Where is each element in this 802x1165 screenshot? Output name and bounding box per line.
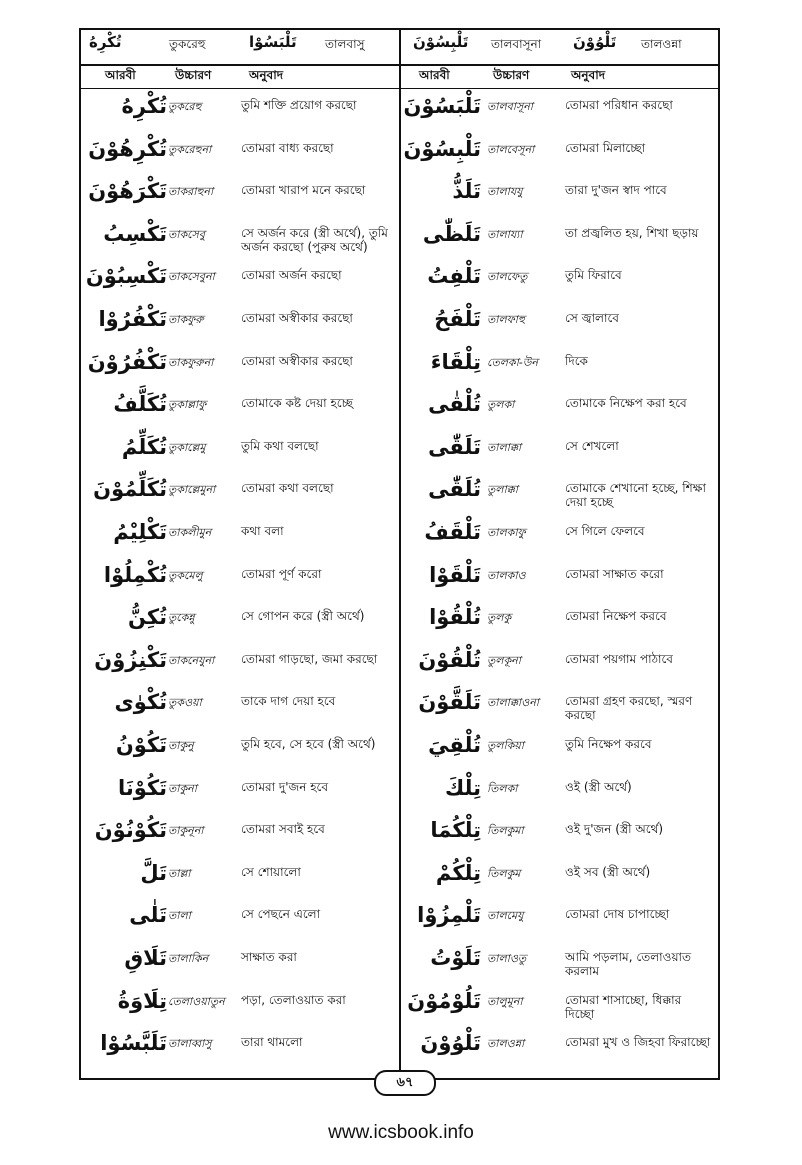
- pronunciation: তালায্যা: [487, 227, 523, 241]
- dictionary-table: [79, 28, 720, 1080]
- header-right-pron-2: তালওন্না: [641, 37, 682, 51]
- translation: তোমরা দোষ চাপাচ্ছো: [565, 907, 670, 922]
- pronunciation: তুকরেহু: [168, 100, 202, 113]
- pronunciation: তুলকূনা: [487, 653, 521, 667]
- translation: তারা থামলো: [241, 1035, 303, 1050]
- arabic-word: تَلَوْتُ: [430, 946, 481, 970]
- arabic-word: تَكُوْنَا: [117, 775, 167, 800]
- translation: তুমি কথা বলছো: [241, 438, 319, 453]
- arabic-word: تُكْمِلُوْا: [103, 562, 167, 587]
- page-number: ৬৭: [374, 1070, 436, 1096]
- arabic-word: تَلَبَّسُوْا: [100, 1031, 167, 1056]
- translation: ওই সব (স্ত্রী অর্থে): [565, 864, 651, 879]
- pronunciation: তেলকা-উন: [487, 355, 538, 369]
- pronunciation: তুলকা: [487, 398, 515, 412]
- arabic-word: تَكْنِزُوْنَ: [94, 647, 167, 672]
- arabic-word: تُلْقِيَ: [428, 733, 481, 757]
- arabic-word: تَكْلِيْمُ: [113, 520, 167, 544]
- pronunciation: তালবেসূনা: [487, 142, 535, 156]
- translation: তোমরা পূর্ণ করো: [241, 566, 322, 581]
- translation: তা প্রজ্বলিত হয়, শিখা ছড়ায়: [565, 225, 699, 240]
- header-right-arabic-2: تَلْوُوْنَ: [573, 33, 617, 51]
- translation: তুমি নিক্ষেপ করবে: [565, 737, 652, 751]
- translation: সে পেছনে এলো: [241, 907, 321, 922]
- header-left-arabic-1: تُكْرِهُ: [89, 33, 122, 51]
- arabic-word: تِلْكَ: [444, 775, 481, 800]
- pronunciation: তুকওয়া: [168, 696, 202, 710]
- col-header-pron-right: উচ্চারণ: [493, 68, 530, 82]
- pronunciation: তালাকিন: [168, 952, 209, 965]
- col-header-trans-right: অনুবাদ: [571, 68, 606, 82]
- header-left-arabic-2: تَلْبَسُوْا: [249, 33, 297, 51]
- pronunciation: তালুমূনা: [487, 994, 523, 1008]
- arabic-word: تِلْكُمَا: [430, 818, 481, 843]
- pronunciation: তালফেতু: [487, 270, 528, 284]
- pronunciation: তাকসেবুনা: [168, 270, 215, 284]
- arabic-word: تُكْرِهُوْنَ: [88, 136, 167, 161]
- pronunciation: তাকরাহুনা: [168, 185, 214, 199]
- arabic-word: تُكِنُّ: [128, 605, 167, 630]
- arabic-word: تَكْسِبُ: [103, 221, 167, 246]
- translation: তোমরা গ্রহণ করছো, স্মরণ করছো: [565, 694, 693, 723]
- translation: তোমরা শাসাচ্ছো, ধিক্কার দিচ্ছো: [565, 992, 682, 1021]
- pronunciation: তালফাহু: [487, 313, 525, 326]
- arabic-word: تُلْقُوْا: [429, 605, 481, 630]
- arabic-word: تَلْفِتُ: [427, 264, 481, 289]
- pronunciation: তাল্লা: [168, 866, 191, 880]
- translation: ওই দু'জন (স্ত্রী অর্থে): [565, 822, 664, 837]
- translation: তোমরা দু'জন হবে: [241, 779, 329, 794]
- pronunciation: তাকনেযুনা: [168, 653, 215, 667]
- translation: তুমি হবে, সে হবে (স্ত্রী অর্থে): [241, 737, 376, 751]
- arabic-word: تَلَظّٰى: [422, 221, 481, 246]
- translation: তোমরা পয়গাম পাঠাবে: [565, 651, 673, 666]
- pronunciation: তাকফুরু: [168, 313, 204, 326]
- pronunciation: তালকাও: [487, 568, 526, 582]
- header-right-arabic-1: تَلْبِسُوْنَ: [413, 33, 469, 51]
- pronunciation: তালাওতু: [487, 952, 527, 965]
- translation: সে শোয়ালো: [241, 864, 301, 879]
- arabic-word: تَلُوْمُوْنَ: [407, 988, 481, 1013]
- translation: সে জ্বালাবে: [565, 311, 619, 325]
- arabic-word: تُكْرِهُ: [121, 94, 167, 118]
- col-header-trans-left: অনুবাদ: [249, 68, 284, 82]
- translation: তোমরা বাধ্য করছো: [241, 140, 334, 155]
- arabic-word: تُكَلِّمُوْنَ: [93, 477, 167, 502]
- translation: তোমাকে কষ্ট দেয়া হচ্ছে: [241, 396, 353, 411]
- arabic-word: تَلْمِزُوْا: [417, 903, 481, 928]
- pronunciation: তুকাল্লেমু: [168, 440, 206, 454]
- translation: তুমি শক্তি প্রয়োগ করছো: [241, 98, 357, 112]
- translation: তোমরা অর্জন করছো: [241, 268, 342, 283]
- arabic-word: تَكْسِبُوْنَ: [85, 264, 167, 289]
- arabic-word: تَلْوُوْنَ: [420, 1031, 481, 1056]
- arabic-word: تَلْفَحُ: [434, 307, 481, 331]
- header-right-pron-1: তালবাসূনা: [491, 37, 542, 51]
- pronunciation: তালা: [168, 909, 191, 923]
- pronunciation: তুকেন্নু: [168, 611, 195, 625]
- arabic-word: تَلَقَّوْنَ: [418, 690, 481, 715]
- pronunciation: তাকফুরুনা: [168, 355, 214, 369]
- header-left-pron-1: তুকরেহু: [169, 37, 206, 51]
- arabic-word: تَلٰى: [129, 903, 167, 928]
- translation: তোমরা পরিধান করছো: [565, 98, 673, 112]
- footer-website: www.icsbook.info: [328, 1122, 474, 1143]
- arabic-word: تِلَاوَةُ: [117, 988, 167, 1013]
- translation: তুমি ফিরাবে: [565, 268, 622, 283]
- arabic-word: تُلْقٰى: [428, 392, 481, 417]
- translation: তারা দু'জন স্বাদ পাবে: [565, 183, 667, 198]
- right-column: [401, 90, 717, 1078]
- arabic-word: تِلْكُمْ: [435, 860, 481, 885]
- arabic-word: تَلْبِسُوْنَ: [403, 136, 481, 161]
- arabic-word: تَلْبَسُوْنَ: [403, 94, 481, 118]
- translation: সাক্ষাত করা: [241, 950, 297, 964]
- translation: তোমরা কথা বলছো: [241, 481, 334, 496]
- translation: ওই (স্ত্রী অর্থে): [565, 779, 632, 794]
- translation: তোমরা অস্বীকার করছো: [241, 353, 353, 368]
- pronunciation: তুলকিয়া: [487, 739, 524, 752]
- translation: পড়া, তেলাওয়াত করা: [241, 992, 346, 1007]
- translation: তোমরা নিক্ষেপ করবে: [565, 609, 667, 624]
- arabic-word: تَكْفُرُوْنَ: [87, 349, 167, 374]
- pronunciation: তিলকুমা: [487, 824, 524, 838]
- pronunciation: তাকুনা: [168, 781, 197, 795]
- header-left-pron-2: তালবাসু: [325, 37, 365, 51]
- translation: তোমরা মুখ ও জিহবা ফিরাচ্ছো: [565, 1035, 711, 1050]
- translation: তাকে দাগ দেয়া হবে: [241, 694, 336, 709]
- translation: তোমরা খারাপ মনে করছো: [241, 183, 366, 198]
- translation: তোমাকে নিক্ষেপ করা হবে: [565, 396, 687, 411]
- pronunciation: তালবাসূনা: [487, 100, 533, 113]
- pronunciation: তালমেযু: [487, 909, 524, 923]
- pronunciation: তাকসেবু: [168, 227, 205, 241]
- translation: তোমরা অস্বীকার করছো: [241, 311, 353, 325]
- pronunciation: তালাক্কাওনা: [487, 696, 539, 710]
- pronunciation: তুকরেহুনা: [168, 142, 212, 156]
- pronunciation: তুকাল্লাফু: [168, 398, 207, 412]
- pronunciation: তুকাল্লেমুনা: [168, 483, 216, 497]
- arabic-word: تِلْقَاءَ: [430, 349, 481, 374]
- arabic-word: تَلْقَفُ: [424, 520, 481, 544]
- arabic-word: تَلَاقِ: [124, 946, 167, 970]
- translation: সে অর্জন করে (স্ত্রী অর্থে), তুমি অর্জন করছো (পুরুষ অর্থে): [241, 225, 388, 254]
- pronunciation: তিলকা: [487, 781, 518, 795]
- translation: তোমরা সাক্ষাত করো: [565, 566, 664, 581]
- left-column: [81, 90, 397, 1078]
- pronunciation: তালওন্না: [487, 1037, 525, 1051]
- translation: তোমাকে শেখানো হচ্ছে, শিক্ষা দেয়া হচ্ছে: [565, 481, 706, 510]
- pronunciation: তাকুনূনা: [168, 824, 204, 838]
- arabic-word: تَكْرَهُوْنَ: [88, 179, 167, 204]
- pronunciation: তালাযযু: [487, 185, 523, 199]
- arabic-word: تُكَلِّمُ: [121, 434, 167, 459]
- pronunciation: তেলাওয়াতুন: [168, 994, 225, 1008]
- pronunciation: তুলাক্কা: [487, 483, 518, 497]
- arabic-word: تُكْوٰى: [114, 690, 167, 715]
- arabic-word: تَلَّ: [140, 860, 167, 885]
- pronunciation: তুলকু: [487, 611, 512, 625]
- arabic-word: تَكْفُرُوْا: [98, 307, 167, 331]
- pronunciation: তাকলীমুন: [168, 526, 212, 539]
- translation: সে গোপন করে (স্ত্রী অর্থে): [241, 609, 365, 624]
- col-header-pron-left: উচ্চারণ: [175, 68, 212, 82]
- pronunciation: তিলকুম: [487, 866, 521, 880]
- translation: তোমরা গাড়ছো, জমা করছো: [241, 651, 378, 666]
- pronunciation: তাকুনু: [168, 739, 194, 752]
- translation: তোমরা সবাই হবে: [241, 822, 325, 837]
- arabic-word: تَكُوْنُوْنَ: [94, 818, 167, 843]
- translation: আমি পড়লাম, তেলাওয়াত করলাম: [565, 950, 692, 978]
- arabic-word: تَكُوْنُ: [115, 733, 167, 757]
- arabic-word: تَلْقَوْا: [429, 562, 481, 587]
- translation: সে গিলে ফেলবে: [565, 524, 645, 538]
- col-header-arabic-right: আরবী: [419, 68, 450, 82]
- col-header-arabic-left: আরবী: [105, 68, 136, 82]
- arabic-word: تَلَذُّ: [452, 179, 481, 204]
- arabic-word: تُلْقُوْنَ: [418, 647, 481, 672]
- pronunciation: তালকাফু: [487, 526, 526, 539]
- arabic-word: تُكَلَّفُ: [113, 392, 167, 417]
- pronunciation: তালাব্বাসু: [168, 1037, 212, 1051]
- pronunciation: তুকমেলু: [168, 568, 203, 582]
- translation: সে শেখলো: [565, 438, 619, 453]
- translation: দিকে: [565, 353, 588, 368]
- arabic-word: تَلَقّٰى: [428, 434, 481, 459]
- translation: কথা বলা: [241, 524, 284, 538]
- translation: তোমরা মিলাচ্ছো: [565, 140, 646, 155]
- pronunciation: তালাক্কা: [487, 440, 522, 454]
- arabic-word: تُلَقّٰى: [428, 477, 481, 502]
